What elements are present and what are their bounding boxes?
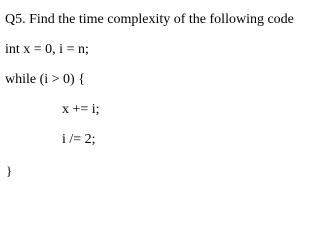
code-line-while-header: while (i > 0) { — [5, 72, 85, 87]
code-line-accumulate: x += i; — [62, 102, 100, 117]
code-line-declaration: int x = 0, i = n; — [5, 42, 89, 57]
code-line-halve: i /= 2; — [62, 132, 96, 147]
question-prompt: Q5. Find the time complexity of the following code — [5, 12, 294, 27]
code-line-closing-brace: } — [6, 163, 13, 178]
